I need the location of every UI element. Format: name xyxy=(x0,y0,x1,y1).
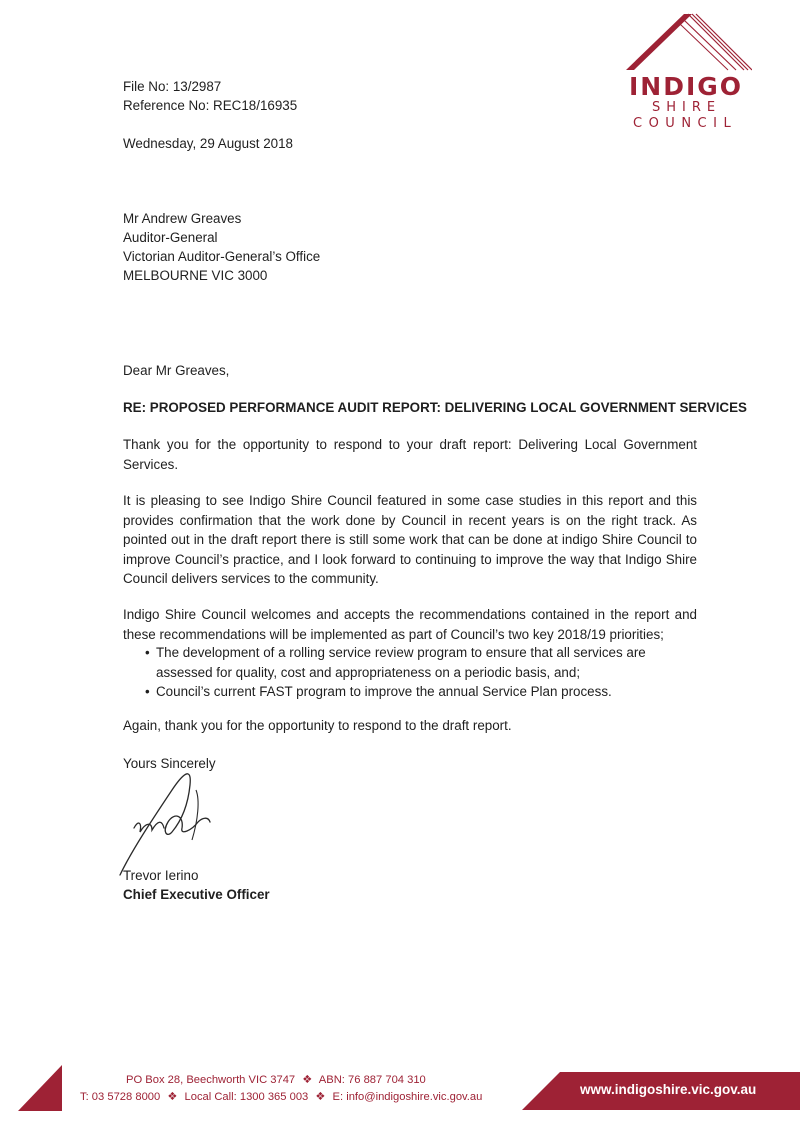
footer-contact-line xyxy=(80,1090,482,1103)
footer-phone: T: 03 5728 8000 xyxy=(80,1091,161,1103)
website-link[interactable]: www.indigoshire.vic.gov.au xyxy=(580,1082,757,1097)
footer-local-call: Local Call: 1300 365 003 xyxy=(184,1091,309,1103)
recipient-name: Mr Andrew Greaves xyxy=(123,211,242,226)
list-item-text: Council’s current FAST program to improve the annual Service Plan process. xyxy=(156,684,612,699)
logo-word-shire: SHIRE xyxy=(652,100,722,115)
list-item-text: The development of a rolling service review program to ensure that all services are assessed for quality, cost and appropriateness on a periodic basis, and; xyxy=(156,645,646,680)
priority-list xyxy=(123,643,697,702)
paragraph-1: Thank you for the opportunity to respond to your draft report: Delivering Local Government Services. xyxy=(123,437,697,472)
separator-icon: ❖ xyxy=(315,1091,326,1103)
signature-image xyxy=(112,760,232,880)
bullet-icon: • xyxy=(145,684,150,699)
sign-off: Yours Sincerely xyxy=(123,756,216,771)
paragraph-3: Indigo Shire Council welcomes and accepts the recommendations contained in the report and these recommendations will be implemented as part of Council’s two key 2018/19 priorities; xyxy=(123,607,697,642)
closing-paragraph: Again, thank you for the opportunity to respond to the draft report. xyxy=(123,718,512,733)
separator-icon: ❖ xyxy=(302,1074,313,1086)
signatory-name: Trevor Ierino xyxy=(123,868,199,883)
recipient-office: Victorian Auditor-General’s Office xyxy=(123,249,321,264)
signatory-position: Chief Executive Officer xyxy=(123,887,270,902)
logo-word-council: COUNCIL xyxy=(633,116,738,131)
subject-line: RE: PROPOSED PERFORMANCE AUDIT REPORT: DELIVERING LOCAL GOVERNMENT SERVICES xyxy=(123,400,747,415)
list-item xyxy=(123,643,697,682)
paragraph-2: It is pleasing to see Indigo Shire Council featured in some case studies in this report and this provides confirmation that the work done by Council in recent years is on the right track. As pointed out in the draft report there is still some work that can be done at indigo Shire Council to improve Council’s practice, and I look forward to continuing to improve the way that Indigo Shire Council delivers services to the community. xyxy=(123,493,697,586)
recipient-city: MELBOURNE VIC 3000 xyxy=(123,268,268,283)
footer-abn: ABN: 76 887 704 310 xyxy=(318,1074,426,1086)
salutation: Dear Mr Greaves, xyxy=(123,363,230,378)
council-logo xyxy=(622,12,752,132)
roof-icon xyxy=(622,12,752,74)
logo-word-indigo: INDIGO xyxy=(629,72,744,101)
footer-triangle-icon xyxy=(18,1065,62,1111)
reference-number: Reference No: REC18/16935 xyxy=(123,98,298,113)
website-band xyxy=(522,1072,800,1110)
footer-address-line xyxy=(126,1073,426,1086)
footer-po-box: PO Box 28, Beechworth VIC 3747 xyxy=(126,1074,296,1086)
separator-icon: ❖ xyxy=(167,1091,178,1103)
bullet-icon: • xyxy=(145,645,150,660)
list-item xyxy=(123,682,697,702)
recipient-title: Auditor-General xyxy=(123,230,218,245)
file-number: File No: 13/2987 xyxy=(123,79,222,94)
letter-date: Wednesday, 29 August 2018 xyxy=(123,136,293,151)
footer-email-link[interactable]: E: info@indigoshire.vic.gov.au xyxy=(332,1091,483,1103)
